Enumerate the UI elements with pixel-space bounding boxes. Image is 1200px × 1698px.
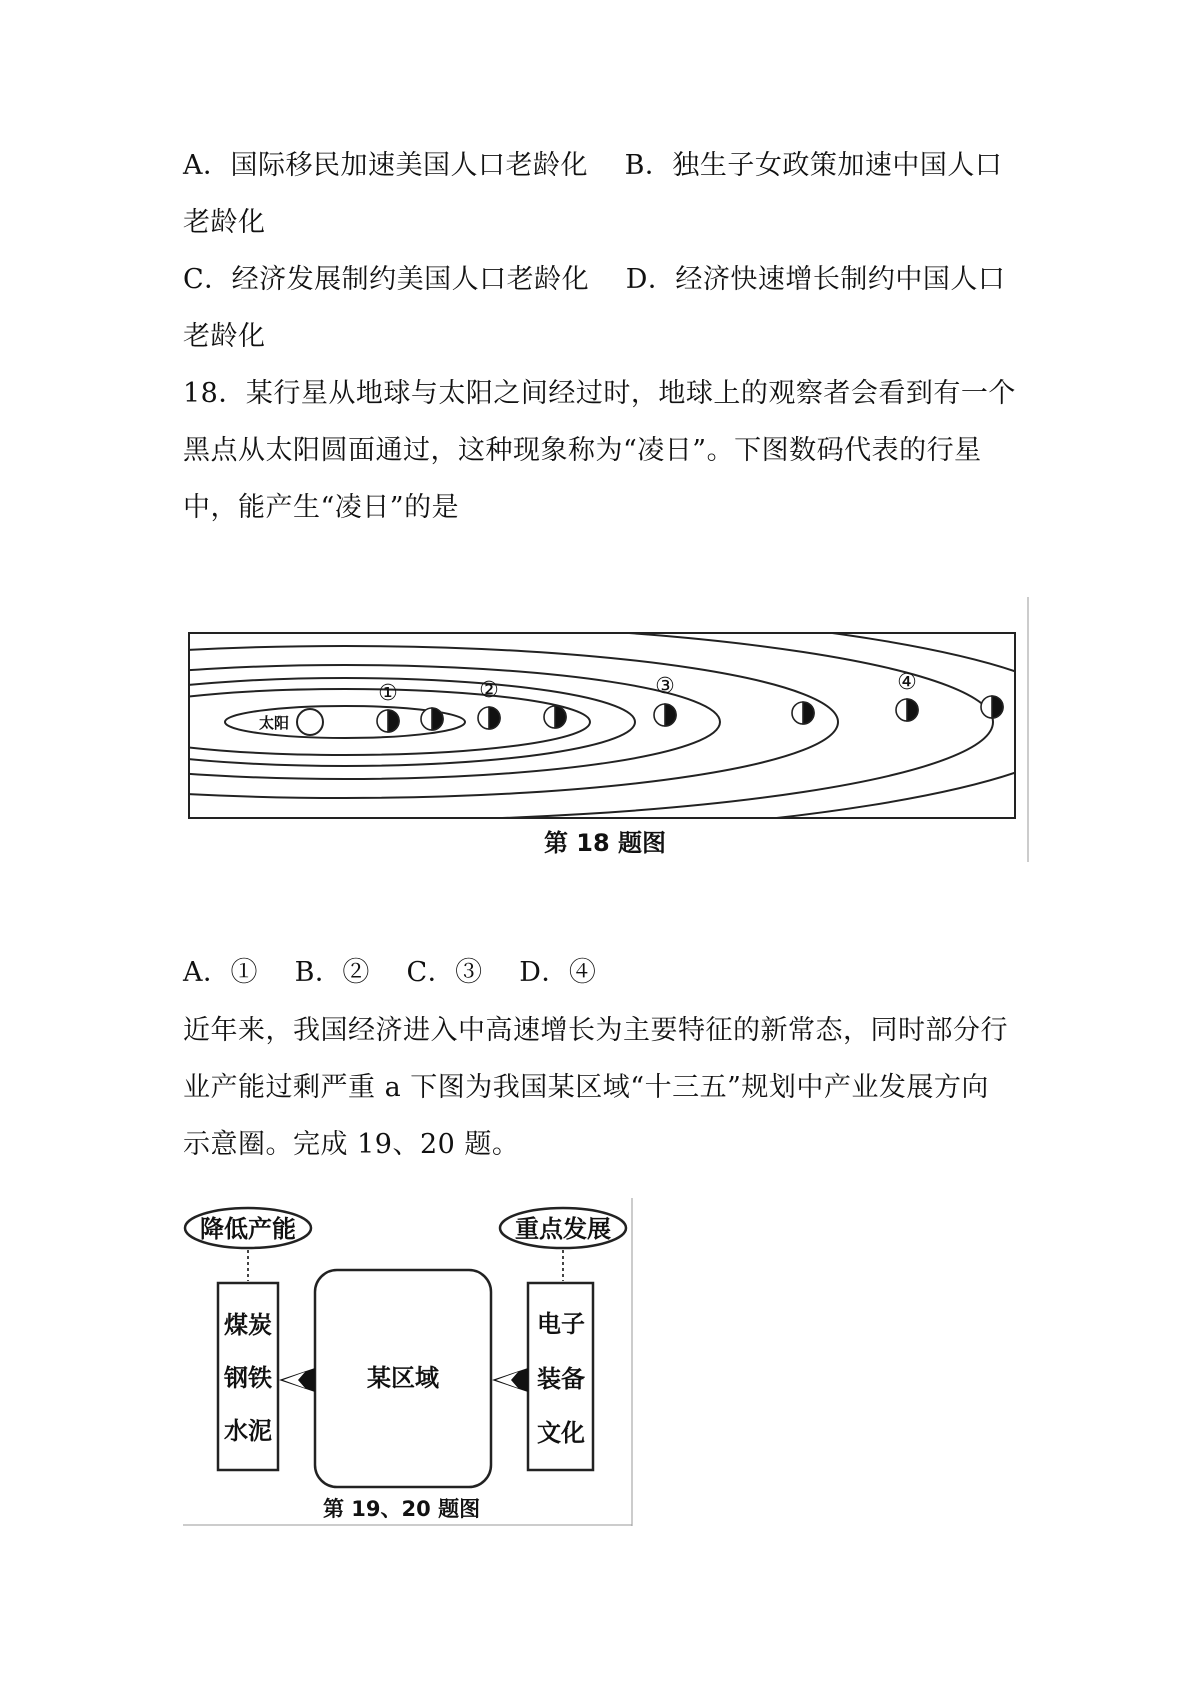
left-item-3: 水泥 [224, 1417, 272, 1445]
intro-19-line-1: 近年来，我国经济进入中高速增长为主要特征的新常态，同时部分行 [183, 1015, 1008, 1046]
right-arrow-icon [492, 1368, 528, 1392]
right-item-3: 文化 [537, 1419, 585, 1447]
right-item-1: 电子 [537, 1310, 585, 1338]
planet-icon [377, 710, 399, 732]
intro-19-line-2: 业产能过剩严重 a 下图为我国某区域“十三五”规划中产业发展方向 [183, 1072, 989, 1103]
left-arrow-icon [279, 1368, 315, 1392]
sun-label: 太阳 [259, 714, 290, 732]
q18-options: A．① B．② C．③ D．④ [183, 957, 597, 988]
q18-text-line-1: 18．某行星从地球与太阳之间经过时，地球上的观察者会看到有一个 [183, 378, 1016, 409]
planet-icon [981, 696, 1003, 718]
center-label: 某区域 [367, 1364, 439, 1392]
industry-diagram [183, 1198, 635, 1528]
marker-2: ② [479, 678, 499, 703]
planet-icon [792, 702, 814, 724]
left-item-2: 钢铁 [224, 1364, 272, 1392]
planet-icon [478, 707, 500, 729]
q17-option-line-4: 老龄化 [183, 321, 266, 352]
q17-option-line-3: C．经济发展制约美国人口老龄化 D．经济快速增长制约中国人口 [183, 264, 1006, 295]
q18-text-line-2: 黑点从太阳圆面通过，这种现象称为“凌日”。下图数码代表的行星 [183, 435, 982, 466]
orbit-diagram [185, 597, 1030, 867]
planet-icon [896, 699, 918, 721]
figure-18 [185, 597, 1030, 867]
planet-icon [544, 706, 566, 728]
q18-text-line-3: 中，能产生“凌日”的是 [183, 492, 460, 523]
marker-1: ① [378, 681, 398, 706]
sun-icon [297, 709, 323, 735]
left-item-1: 煤炭 [224, 1311, 272, 1339]
right-item-2: 装备 [537, 1365, 585, 1393]
figure-18-caption: 第 18 题图 [543, 829, 667, 857]
intro-19-line-3: 示意圈。完成 19、20 题。 [183, 1129, 520, 1160]
marker-3: ③ [655, 674, 675, 699]
figure-19-caption: 第 19、20 题图 [323, 1497, 481, 1521]
q17-option-line-1: A．国际移民加速美国人口老龄化 B．独生子女政策加速中国人口 [183, 150, 1003, 181]
marker-4: ④ [897, 670, 917, 695]
figure-19-20 [183, 1198, 635, 1528]
left-oval-label: 降低产能 [200, 1215, 296, 1243]
planet-icon [421, 708, 443, 730]
q17-option-line-2: 老龄化 [183, 207, 266, 238]
right-oval-label: 重点发展 [515, 1215, 611, 1243]
planet-icon [654, 704, 676, 726]
